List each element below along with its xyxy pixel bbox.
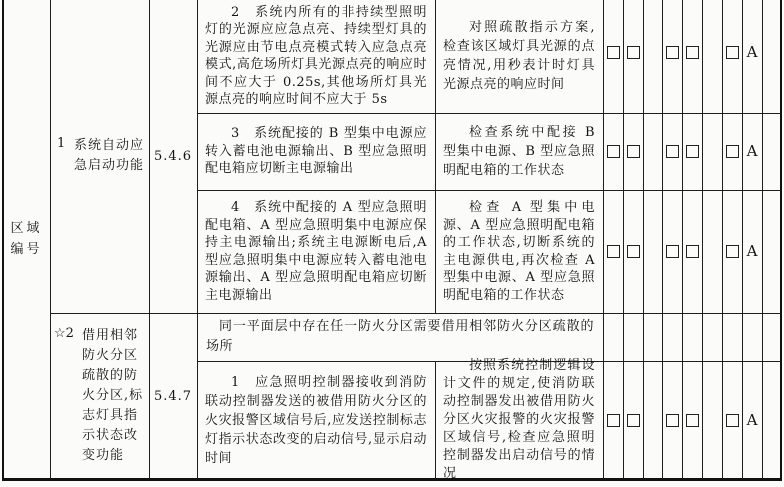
- grid-line: [643, 0, 644, 479]
- checkbox-icon: [666, 414, 679, 427]
- grade-value: A: [746, 142, 758, 160]
- item-title: 系统自动应急启动功能: [74, 138, 145, 173]
- grid-line: [682, 0, 683, 479]
- method-cell: [436, 191, 602, 312]
- checkbox-icon: [686, 245, 699, 258]
- item-number: ☆2: [54, 326, 74, 341]
- grade-value: A: [746, 242, 758, 260]
- requirement-text: 4 系统中配接的 A 型应急照明配电箱、A 型应急照明集中电源应保持主电源输出;系统主电源断电后,A 型应急照明集中电源应转入蓄电池电源输出、A 型应急照明配电箱应切断主电源输出: [205, 200, 427, 303]
- grid-line: [603, 0, 604, 479]
- area-number-label: 区域编号: [10, 221, 43, 257]
- requirement-text: 3 系统配接的 B 型集中电源应转入蓄电池电源输出、B 型应急照明配电箱应切断主电源输出: [205, 126, 427, 177]
- grid-line: [742, 0, 743, 479]
- table-bottom-border: [2, 478, 782, 481]
- grid-line: [722, 0, 723, 479]
- checkbox-icon: [627, 46, 640, 59]
- requirement-cell: [198, 191, 434, 312]
- grade-value: A: [746, 411, 758, 429]
- checkbox-icon: [686, 145, 699, 158]
- requirement-text: 1 应急照明控制器接收到消防联动控制器发送的被借用防火分区的火灾报警区域信号后,应发送控制标志灯指示状态改变的启动信号,显示启动时间: [205, 374, 427, 466]
- grid-line: [662, 0, 663, 479]
- clause-cell-1: [150, 0, 196, 312]
- clause-cell-2: [150, 314, 196, 478]
- checkbox-icon: [726, 245, 739, 258]
- condition-cell: [198, 314, 602, 360]
- grid-line: [762, 0, 763, 479]
- item-cell-2: [51, 314, 148, 478]
- checkbox-icon: [627, 414, 640, 427]
- checkbox-icon: [666, 145, 679, 158]
- checkbox-icon: [726, 145, 739, 158]
- grid-line: [702, 0, 703, 479]
- checkbox-icon: [726, 46, 739, 59]
- clause-number: 5.4.7: [153, 388, 193, 404]
- checkbox-icon: [627, 245, 640, 258]
- item-number: 1: [57, 136, 66, 151]
- requirement-cell: [198, 362, 434, 478]
- checkbox-icon: [726, 414, 739, 427]
- checkbox-icon: [666, 46, 679, 59]
- clause-number: 5.4.6: [153, 148, 193, 164]
- method-text: 按照系统控制逻辑设计文件的规定,使消防联动控制器发出被借用防火分区火灾报警的火灾报警区域信号,检查应急照明控制器发出启动信号的情况: [443, 358, 595, 481]
- requirement-text: 2 系统内所有的非持续型照明灯的光源应应急点亮、持续型灯具的光源应由节电点亮模式转入应急点亮模式,高危场所灯具光源点亮的响应时间不应大于 0.25s,其他场所灯具光源点亮的响应时间不应大于 5s: [205, 4, 427, 107]
- checkbox-icon: [627, 145, 640, 158]
- requirement-cell: [198, 0, 434, 112]
- grade-value: A: [746, 43, 758, 61]
- checkbox-icon: [607, 245, 620, 258]
- method-cell: [436, 0, 602, 112]
- method-text: 检查 A 型集中电源、A 型应急照明配电箱的工作状态,切断系统的主电源供电,再次检查 A 型集中电源、A 型应急照明配电箱的工作状态: [443, 200, 595, 303]
- item-title: 借用相邻防火分区疏散的防火分区,标志灯具指示状态改变功能: [82, 328, 144, 463]
- method-text: 检查系统中配接 B 型集中电源、B 型应急照明配电箱的工作状态: [443, 125, 595, 178]
- area-number-cell: [4, 0, 49, 478]
- checkbox-icon: [686, 46, 699, 59]
- table-right-border: [780, 0, 782, 481]
- requirement-cell: [198, 114, 434, 189]
- grid-line: [623, 0, 624, 479]
- checkbox-icon: [607, 414, 620, 427]
- condition-text: 同一平面层中存在任一防火分区需要借用相邻防火分区疏散的场所: [206, 319, 594, 354]
- checkbox-icon: [666, 245, 679, 258]
- item-cell-1: [51, 0, 148, 312]
- method-cell: [436, 114, 602, 189]
- checkbox-icon: [607, 46, 620, 59]
- method-cell: [436, 358, 602, 481]
- checkbox-icon: [686, 414, 699, 427]
- method-text: 对照疏散指示方案,检查该区域灯具光源的点亮情况,用秒表计时灯具光源点亮的响应时间: [443, 20, 595, 92]
- checkbox-icon: [607, 145, 620, 158]
